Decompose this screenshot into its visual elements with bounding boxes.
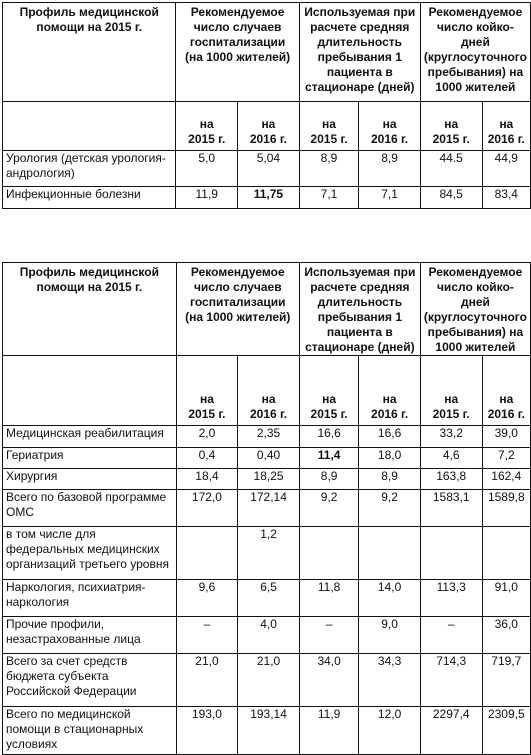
row-label: Всего за счет средств бюджета субъекта Российской Федерации [3, 654, 177, 707]
cell-value [176, 527, 238, 580]
cell-value: 5,04 [238, 151, 300, 187]
cell-value: 4,0 [238, 617, 300, 654]
year-header-2016: на 2016 г. [359, 356, 420, 426]
row-label: Прочие профили, незастрахованные лица [3, 617, 177, 654]
cell-value: 11,75 [238, 187, 300, 209]
header-hospitalizations: Рекомендуемое число случаев госпитализации (на 1000 жителей) [176, 3, 299, 102]
cell-value: 9,6 [176, 580, 238, 617]
row-label: Всего по базовой программе ОМС [3, 490, 177, 527]
cell-value: 0,4 [176, 448, 238, 469]
year-header-2015: на 2015 г. [420, 356, 482, 426]
year-header-2015: на 2015 г. [299, 356, 358, 426]
row-label: Урология (детская урология-андрология) [3, 151, 176, 187]
row-label: Инфекционные болезни [3, 187, 176, 209]
cell-value: 5,0 [176, 151, 238, 187]
cell-value: 21,0 [238, 654, 300, 707]
cell-value: 16,6 [359, 426, 420, 448]
cell-value: 1589,8 [482, 490, 530, 527]
table-row [3, 426, 531, 448]
table-row [3, 187, 531, 209]
cell-value: 34,3 [359, 654, 420, 707]
row-label: в том числе для федеральных медицинских организаций третьего уровня [3, 527, 177, 580]
cell-value: – [299, 617, 358, 654]
cell-value: 44.5 [420, 151, 482, 187]
year-header-2015: на 2015 г. [176, 356, 238, 426]
cell-value: 84,5 [420, 187, 482, 209]
row-label: Всего по медицинской помощи в стационарных условиях [3, 707, 177, 755]
year-header-2016: на 2016 г. [359, 102, 421, 151]
cell-value: 2309,5 [482, 707, 530, 755]
cell-value: 39,0 [482, 426, 530, 448]
cell-value: 16,6 [299, 426, 358, 448]
header-bed-days: Рекомендуемое число койко-дней (круглосуточного пребывания) на 1000 жителей [420, 3, 530, 102]
cell-value: 2,0 [176, 426, 238, 448]
cell-value: 9,2 [359, 490, 420, 527]
cell-value: 91,0 [482, 580, 530, 617]
table-2 [2, 262, 531, 755]
cell-value: 18,0 [359, 448, 420, 469]
cell-value: 172,0 [176, 490, 238, 527]
cell-value: 0,40 [238, 448, 300, 469]
table-row [3, 448, 531, 469]
header-avg-stay: Используемая при расчете средняя длительность пребывания 1 пациента в стационаре (дней) [299, 263, 420, 356]
year-header-2015: на 2015 г. [299, 102, 359, 151]
cell-value: 33,2 [420, 426, 482, 448]
row-label: Медицинская реабилитация [3, 426, 177, 448]
header-avg-stay: Используемая при расчете средняя длительность пребывания 1 пациента в стационаре (дней) [299, 3, 420, 102]
table-row [3, 490, 531, 527]
cell-value: 18,25 [238, 469, 300, 490]
cell-value: 44,9 [482, 151, 530, 187]
year-header-blank [3, 356, 177, 426]
cell-value: 162,4 [482, 469, 530, 490]
cell-value: 1583,1 [420, 490, 482, 527]
cell-value: 12,0 [359, 707, 420, 755]
cell-value: 11,4 [299, 448, 358, 469]
year-header-2015: на 2015 г. [176, 102, 238, 151]
cell-value [359, 527, 420, 580]
table-row [3, 527, 531, 580]
table-row [3, 151, 531, 187]
cell-value: 6,5 [238, 580, 300, 617]
cell-value: 2,35 [238, 426, 300, 448]
cell-value: 8,9 [299, 469, 358, 490]
year-header-2016: на 2016 г. [238, 102, 300, 151]
cell-value: 9,0 [359, 617, 420, 654]
cell-value: 193,0 [176, 707, 238, 755]
table-row [3, 654, 531, 707]
year-header-2016: на 2016 г. [238, 356, 300, 426]
cell-value: 34,0 [299, 654, 358, 707]
cell-value: 172,14 [238, 490, 300, 527]
cell-value: 11,9 [176, 187, 238, 209]
cell-value: 4,6 [420, 448, 482, 469]
header-profile: Профиль медицинской помощи на 2015 г. [3, 263, 177, 356]
cell-value: 714,3 [420, 654, 482, 707]
year-header-blank [3, 102, 176, 151]
cell-value: 1,2 [238, 527, 300, 580]
cell-value: 8,9 [359, 469, 420, 490]
cell-value: 8,9 [359, 151, 421, 187]
cell-value: 83,4 [482, 187, 530, 209]
table-row [3, 580, 531, 617]
cell-value: 8,9 [299, 151, 359, 187]
cell-value: 21,0 [176, 654, 238, 707]
cell-value: 11,8 [299, 580, 358, 617]
cell-value: 14,0 [359, 580, 420, 617]
table-row [3, 469, 531, 490]
cell-value: 2297,4 [420, 707, 482, 755]
cell-value: 11,9 [299, 707, 358, 755]
row-label: Наркология, психиатрия-наркология [3, 580, 177, 617]
year-header-2016: на 2016 г. [482, 356, 530, 426]
cell-value: – [420, 617, 482, 654]
table-row [3, 617, 531, 654]
cell-value: 7,2 [482, 448, 530, 469]
cell-value [420, 527, 482, 580]
row-label: Гериатрия [3, 448, 177, 469]
header-profile: Профиль медицинской помощи на 2015 г. [3, 3, 176, 102]
cell-value: – [176, 617, 238, 654]
cell-value: 9,2 [299, 490, 358, 527]
cell-value: 163,8 [420, 469, 482, 490]
cell-value: 113,3 [420, 580, 482, 617]
cell-value: 7,1 [359, 187, 421, 209]
cell-value [299, 527, 358, 580]
table-1 [2, 2, 531, 209]
cell-value: 18,4 [176, 469, 238, 490]
table-row [3, 707, 531, 755]
cell-value [482, 527, 530, 580]
cell-value: 7,1 [299, 187, 359, 209]
cell-value: 193,14 [238, 707, 300, 755]
year-header-2015: на 2015 г. [420, 102, 482, 151]
row-label: Хирургия [3, 469, 177, 490]
year-header-2016: на 2016 г. [482, 102, 530, 151]
header-hospitalizations: Рекомендуемое число случаев госпитализации (на 1000 жителей) [176, 263, 299, 356]
header-bed-days: Рекомендуемое число койко-дней (круглосуточного пребывания) на 1000 жителей [420, 263, 530, 356]
cell-value: 719,7 [482, 654, 530, 707]
cell-value: 36,0 [482, 617, 530, 654]
